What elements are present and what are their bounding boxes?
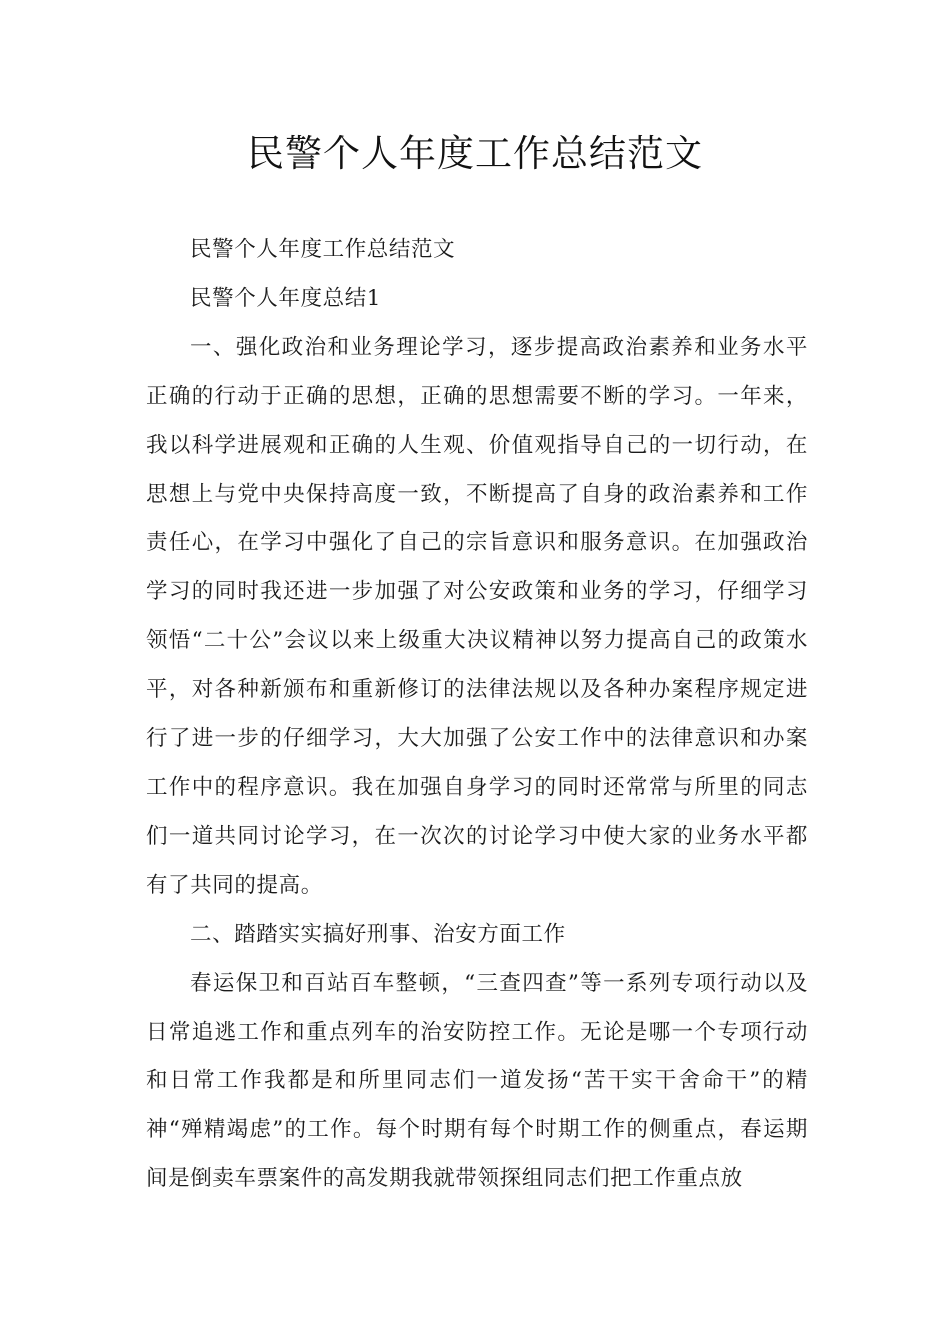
paragraph-section-heading: 民警个人年度总结1 [190,285,382,311]
paragraph-subtitle: 民警个人年度工作总结范文 [190,237,456,262]
paragraph-heading-two: 二、踏踏实实搞好刑事、治安方面工作 [190,921,566,947]
document-body [146,226,808,1204]
document-title: 民警个人年度工作总结范文 [247,132,703,175]
paragraph-work: 春运保卫和百站百车整顿，“三查四查”等一系列专项行动以及日常追逃工作和重点列车的治安防控工作。无论是哪一个专项行动和日常工作我都是和所里同志们一道发扬“苦干实干舍命干”的精神“殚精竭虑”的工作。每个时期有每个时期工作的侧重点，春运期间是倒卖车票案件的高发期我就带领探组同志们把工作重点放 [146,970,808,1192]
paragraph-study: 一、强化政治和业务理论学习，逐步提高政治素养和业务水平正确的行动于正确的思想，正确的思想需要不断的学习。一年来，我以科学进展观和正确的人生观、价值观指导自己的一切行动，在思想上与党中央保持高度一致，不断提高了自身的政治素养和工作责任心，在学习中强化了自己的宗旨意识和服务意识。在加强政治学习的同时我还进一步加强了对公安政策和业务的学习，仔细学习领悟“二十公”会议以来上级重大决议精神以努力提高自己的政策水平，对各种新颁布和重新修订的法律法规以及各种办案程序规定进行了进一步的仔细学习，大大加强了公安工作中的法律意识和办案工作中的程序意识。我在加强自身学习的同时还常常与所里的同志们一道共同讨论学习，在一次次的讨论学习中使大家的业务水平都有了共同的提高。 [146,334,808,898]
